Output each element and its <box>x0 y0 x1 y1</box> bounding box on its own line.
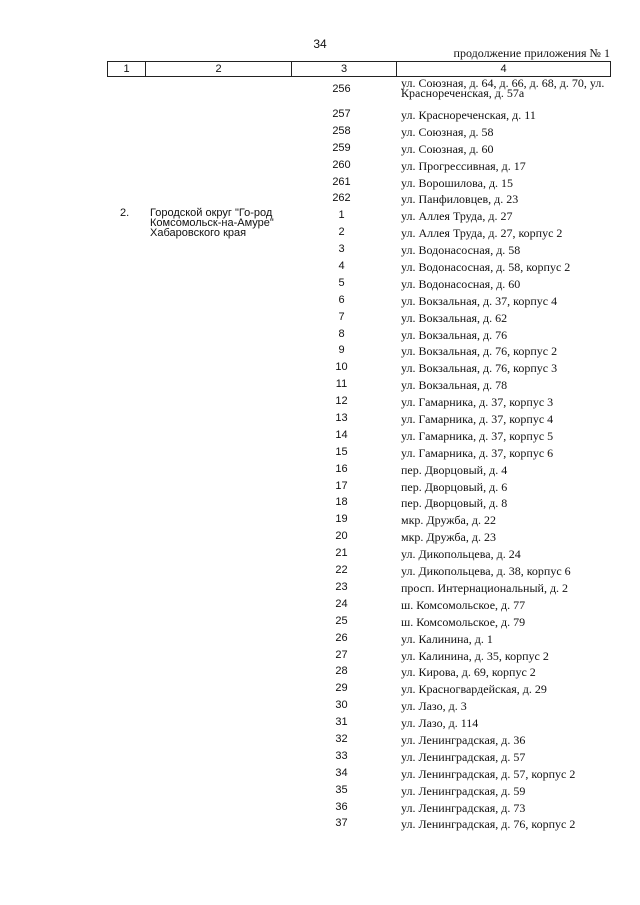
row-number: 26 <box>335 631 348 644</box>
table-row <box>0 326 640 343</box>
row-address: ул. Ворошилова, д. 15 <box>401 175 514 190</box>
row-address: пер. Дворцовый, д. 8 <box>401 496 508 511</box>
row-number: 29 <box>335 682 348 695</box>
table-row <box>0 680 640 697</box>
row-number: 256 <box>332 83 351 95</box>
row-number: 35 <box>335 783 348 796</box>
continuation-label: продолжение приложения № 1 <box>453 46 610 60</box>
table-row <box>0 258 640 275</box>
row-number: 257 <box>332 108 351 120</box>
table-row <box>0 393 640 410</box>
row-address: ул. Ленинградская, д. 59 <box>401 783 526 798</box>
table-row <box>0 444 640 461</box>
table-body <box>0 78 640 832</box>
row-address: ш. Комсомольское, д. 77 <box>401 597 526 612</box>
table-row <box>0 106 640 123</box>
row-address: ул. Вокзальная, д. 78 <box>401 378 508 393</box>
table-row <box>0 630 640 647</box>
row-address: ул. Ленинградская, д. 57, корпус 2 <box>401 766 576 781</box>
row-address: пер. Дворцовый, д. 6 <box>401 479 508 494</box>
table-row <box>0 140 640 157</box>
row-address: ш. Комсомольское, д. 79 <box>401 614 526 629</box>
row-address: ул. Гамарника, д. 37, корпус 4 <box>401 412 554 427</box>
row-address: ул. Союзная, д. 60 <box>401 141 494 156</box>
table-row <box>0 596 640 613</box>
table-row <box>0 241 640 258</box>
row-address: ул. Красногвардейская, д. 29 <box>401 682 547 697</box>
row-address: ул. Кирова, д. 69, корпус 2 <box>401 665 536 680</box>
header-cell-3: 3 <box>292 62 397 76</box>
row-address: ул. Вокзальная, д. 62 <box>401 310 508 325</box>
row-number: 37 <box>335 817 348 830</box>
table-row <box>0 275 640 292</box>
row-number: 25 <box>335 614 348 627</box>
table-row <box>0 342 640 359</box>
row-number: 36 <box>335 800 348 813</box>
row-address: ул. Калинина, д. 35, корпус 2 <box>401 648 549 663</box>
row-address: ул. Калинина, д. 1 <box>401 631 493 646</box>
row-number: 3 <box>338 243 345 256</box>
row-address: ул. Ленинградская, д. 76, корпус 2 <box>401 817 576 832</box>
row-number: 21 <box>335 547 348 560</box>
row-address: ул. Ленинградская, д. 36 <box>401 732 526 747</box>
table-row <box>0 579 640 596</box>
row-number: 8 <box>338 327 345 340</box>
row-address: ул. Вокзальная, д. 76, корпус 2 <box>401 344 558 359</box>
row-number: 13 <box>335 412 348 425</box>
row-number: 27 <box>335 648 348 661</box>
table-row <box>0 815 640 832</box>
row-address: ул. Вокзальная, д. 76, корпус 3 <box>401 361 558 376</box>
row-number: 24 <box>335 597 348 610</box>
row-number: 30 <box>335 699 348 712</box>
table-row <box>0 359 640 376</box>
row-number: 4 <box>338 260 345 273</box>
row-address: ул. Аллея Труда, д. 27 <box>401 209 513 224</box>
table-row <box>0 663 640 680</box>
row-address: ул. Водонасосная, д. 58 <box>401 243 521 258</box>
row-address: ул. Водонасосная, д. 60 <box>401 276 521 291</box>
table-row <box>0 190 640 207</box>
row-number: 2 <box>338 226 345 239</box>
row-address: ул. Гамарника, д. 37, корпус 5 <box>401 428 554 443</box>
table-header-row <box>107 61 611 77</box>
table-row <box>0 78 640 106</box>
row-address: ул. Гамарника, д. 37, корпус 3 <box>401 395 554 410</box>
row-number: 16 <box>335 462 348 475</box>
table-row <box>0 511 640 528</box>
table-row <box>0 376 640 393</box>
table-row <box>0 292 640 309</box>
table-row <box>0 123 640 140</box>
row-number: 6 <box>338 293 345 306</box>
row-address: ул. Вокзальная, д. 76 <box>401 327 508 342</box>
header-cell-1: 1 <box>108 62 146 76</box>
row-number: 262 <box>332 192 351 205</box>
row-address: ул. Лазо, д. 3 <box>401 699 467 714</box>
row-number: 32 <box>335 732 348 745</box>
row-address: просп. Интернациональный, д. 2 <box>401 580 569 595</box>
row-number: 28 <box>335 665 348 678</box>
row-number: 31 <box>335 716 348 729</box>
table-row <box>0 157 640 174</box>
table-row <box>0 427 640 444</box>
row-number: 7 <box>338 310 345 323</box>
row-address: ул. Дикопольцева, д. 24 <box>401 547 521 562</box>
row-number: 22 <box>335 564 348 577</box>
row-number: 10 <box>335 361 348 374</box>
row-number: 260 <box>332 158 351 171</box>
row-address: ул. Ленинградская, д. 73 <box>401 800 526 815</box>
row-address: ул. Панфиловцев, д. 23 <box>401 192 519 207</box>
table-row <box>0 545 640 562</box>
table-row <box>0 799 640 816</box>
table-row <box>0 478 640 495</box>
table-row <box>0 207 640 224</box>
section-name: Городской округ "Го-род Комсомольск-на-Амуре" Хабаровского края <box>150 207 274 239</box>
row-address: ул. Аллея Труда, д. 27, корпус 2 <box>401 226 563 241</box>
table-row <box>0 714 640 731</box>
row-address: мкр. Дружба, д. 22 <box>401 513 496 528</box>
row-number: 258 <box>332 124 351 137</box>
row-number: 33 <box>335 749 348 762</box>
row-number: 23 <box>335 580 348 593</box>
row-address: ул. Вокзальная, д. 37, корпус 4 <box>401 293 558 308</box>
table-row <box>0 224 640 241</box>
row-number: 18 <box>335 496 348 509</box>
row-number: 14 <box>335 428 348 441</box>
table-row <box>0 461 640 478</box>
row-number: 11 <box>335 378 348 391</box>
table-row <box>0 528 640 545</box>
row-address: мкр. Дружба, д. 23 <box>401 530 496 545</box>
table-row <box>0 748 640 765</box>
row-address: ул. Водонасосная, д. 58, корпус 2 <box>401 260 571 275</box>
table-row <box>0 613 640 630</box>
section-number: 2. <box>120 207 130 219</box>
row-number: 261 <box>332 175 351 188</box>
row-number: 34 <box>335 766 348 779</box>
row-number: 1 <box>338 209 345 222</box>
row-number: 15 <box>335 445 348 458</box>
row-address: ул. Прогрессивная, д. 17 <box>401 158 526 173</box>
table-row <box>0 697 640 714</box>
table-row <box>0 562 640 579</box>
table-row <box>0 410 640 427</box>
row-number: 9 <box>338 344 345 357</box>
table-row <box>0 647 640 664</box>
row-address: ул. Лазо, д. 114 <box>401 716 479 731</box>
row-number: 12 <box>335 395 348 408</box>
row-number: 5 <box>338 276 345 289</box>
table-row <box>0 174 640 191</box>
row-number: 20 <box>335 530 348 543</box>
row-address: ул. Союзная, д. 64, д. 66, д. 68, д. 70, ул. Краснореченская, д. 57а <box>401 76 605 100</box>
row-number: 259 <box>332 141 351 154</box>
row-number: 19 <box>335 513 348 526</box>
row-address: ул. Ленинградская, д. 57 <box>401 749 526 764</box>
row-number: 17 <box>335 479 348 492</box>
row-address: ул. Краснореченская, д. 11 <box>401 108 536 122</box>
row-address: ул. Дикопольцева, д. 38, корпус 6 <box>401 564 571 579</box>
row-address: пер. Дворцовый, д. 4 <box>401 462 508 477</box>
header-cell-4: 4 <box>500 63 507 75</box>
row-address: ул. Гамарника, д. 37, корпус 6 <box>401 445 554 460</box>
table-row <box>0 309 640 326</box>
table-row <box>0 782 640 799</box>
row-address: ул. Союзная, д. 58 <box>401 124 494 139</box>
header-cell-2: 2 <box>146 62 292 76</box>
table-row <box>0 494 640 511</box>
table-row <box>0 765 640 782</box>
table-row <box>0 731 640 748</box>
page-number: 34 <box>313 37 327 51</box>
